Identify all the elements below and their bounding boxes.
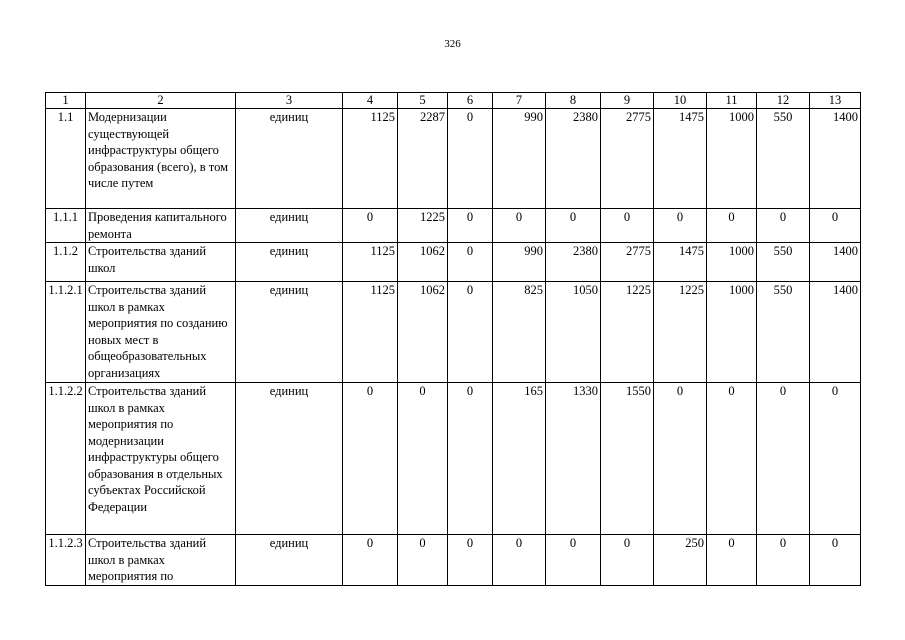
table-row: [46, 383, 861, 535]
column-header: 3: [236, 93, 343, 109]
row-value: 1330: [546, 383, 601, 535]
column-header: 6: [448, 93, 493, 109]
row-value: 0: [546, 535, 601, 586]
row-value: 165: [493, 383, 546, 535]
row-value: 1225: [601, 282, 654, 383]
row-value: 0: [707, 209, 757, 243]
header-row: [46, 93, 861, 109]
row-value: 1125: [343, 109, 398, 209]
row-description: Строительства зданий школ в рамках мероприятия по созданию новых мест в общеобразовательных организациях: [86, 282, 236, 383]
row-value: 1400: [810, 109, 861, 209]
row-description: Строительства зданий школ в рамках мероприятия по модернизации инфраструктуры общего образования в отдельных субъектах Российской Федерации: [86, 383, 236, 535]
row-value: 0: [493, 535, 546, 586]
row-value: 0: [448, 243, 493, 282]
row-unit: единиц: [236, 109, 343, 209]
row-value: 1062: [398, 282, 448, 383]
row-unit: единиц: [236, 209, 343, 243]
row-value: 0: [810, 535, 861, 586]
row-value: 1400: [810, 282, 861, 383]
column-header: 5: [398, 93, 448, 109]
row-value: 0: [343, 209, 398, 243]
row-value: 1550: [601, 383, 654, 535]
table-row: [46, 209, 861, 243]
row-value: 0: [546, 209, 601, 243]
row-code: 1.1.2.1: [46, 282, 86, 383]
row-description: Модернизации существующей инфраструктуры общего образования (всего), в том числе путем: [86, 109, 236, 209]
row-value: 1000: [707, 109, 757, 209]
row-value: 2775: [601, 109, 654, 209]
row-value: 250: [654, 535, 707, 586]
row-value: 990: [493, 243, 546, 282]
row-value: 1062: [398, 243, 448, 282]
column-header: 8: [546, 93, 601, 109]
row-code: 1.1.2.3: [46, 535, 86, 586]
row-value: 0: [398, 383, 448, 535]
column-header: 2: [86, 93, 236, 109]
row-value: 1475: [654, 243, 707, 282]
column-header: 13: [810, 93, 861, 109]
table-row: [46, 109, 861, 209]
row-value: 1000: [707, 243, 757, 282]
row-code: 1.1.1: [46, 209, 86, 243]
row-value: 0: [448, 282, 493, 383]
row-code: 1.1.2.2: [46, 383, 86, 535]
page-number: 326: [444, 38, 461, 50]
row-value: 0: [448, 383, 493, 535]
row-value: 1400: [810, 243, 861, 282]
column-header: 10: [654, 93, 707, 109]
row-value: 0: [757, 535, 810, 586]
column-header: 11: [707, 93, 757, 109]
column-header: 4: [343, 93, 398, 109]
column-header: 12: [757, 93, 810, 109]
row-value: 0: [601, 535, 654, 586]
column-header: 1: [46, 93, 86, 109]
row-unit: единиц: [236, 243, 343, 282]
row-value: 0: [810, 383, 861, 535]
row-value: 0: [343, 383, 398, 535]
row-value: 550: [757, 282, 810, 383]
row-value: 2287: [398, 109, 448, 209]
row-value: 1000: [707, 282, 757, 383]
row-value: 2775: [601, 243, 654, 282]
row-code: 1.1: [46, 109, 86, 209]
row-value: 550: [757, 243, 810, 282]
row-value: 0: [601, 209, 654, 243]
row-value: 990: [493, 109, 546, 209]
table-row: [46, 243, 861, 282]
row-code: 1.1.2: [46, 243, 86, 282]
row-value: 0: [493, 209, 546, 243]
row-value: 0: [654, 383, 707, 535]
row-value: 0: [398, 535, 448, 586]
row-value: 0: [707, 383, 757, 535]
data-table: [45, 92, 861, 586]
row-description: Проведения капитального ремонта: [86, 209, 236, 243]
row-value: 0: [448, 535, 493, 586]
table-row: [46, 282, 861, 383]
row-value: 550: [757, 109, 810, 209]
row-value: 1125: [343, 243, 398, 282]
row-value: 0: [707, 535, 757, 586]
row-value: 1225: [398, 209, 448, 243]
row-value: 1225: [654, 282, 707, 383]
row-unit: единиц: [236, 535, 343, 586]
column-header: 7: [493, 93, 546, 109]
row-value: 0: [448, 109, 493, 209]
row-value: 1475: [654, 109, 707, 209]
row-value: 2380: [546, 109, 601, 209]
row-unit: единиц: [236, 282, 343, 383]
row-value: 0: [654, 209, 707, 243]
row-value: 0: [343, 535, 398, 586]
row-description: Строительства зданий школ: [86, 243, 236, 282]
row-value: 0: [448, 209, 493, 243]
row-value: 1050: [546, 282, 601, 383]
row-value: 0: [810, 209, 861, 243]
row-value: 2380: [546, 243, 601, 282]
row-description: Строительства зданий школ в рамках мероприятия по: [86, 535, 236, 586]
row-value: 0: [757, 209, 810, 243]
row-value: 0: [757, 383, 810, 535]
row-value: 1125: [343, 282, 398, 383]
row-unit: единиц: [236, 383, 343, 535]
table-row: [46, 535, 861, 586]
row-value: 825: [493, 282, 546, 383]
column-header: 9: [601, 93, 654, 109]
